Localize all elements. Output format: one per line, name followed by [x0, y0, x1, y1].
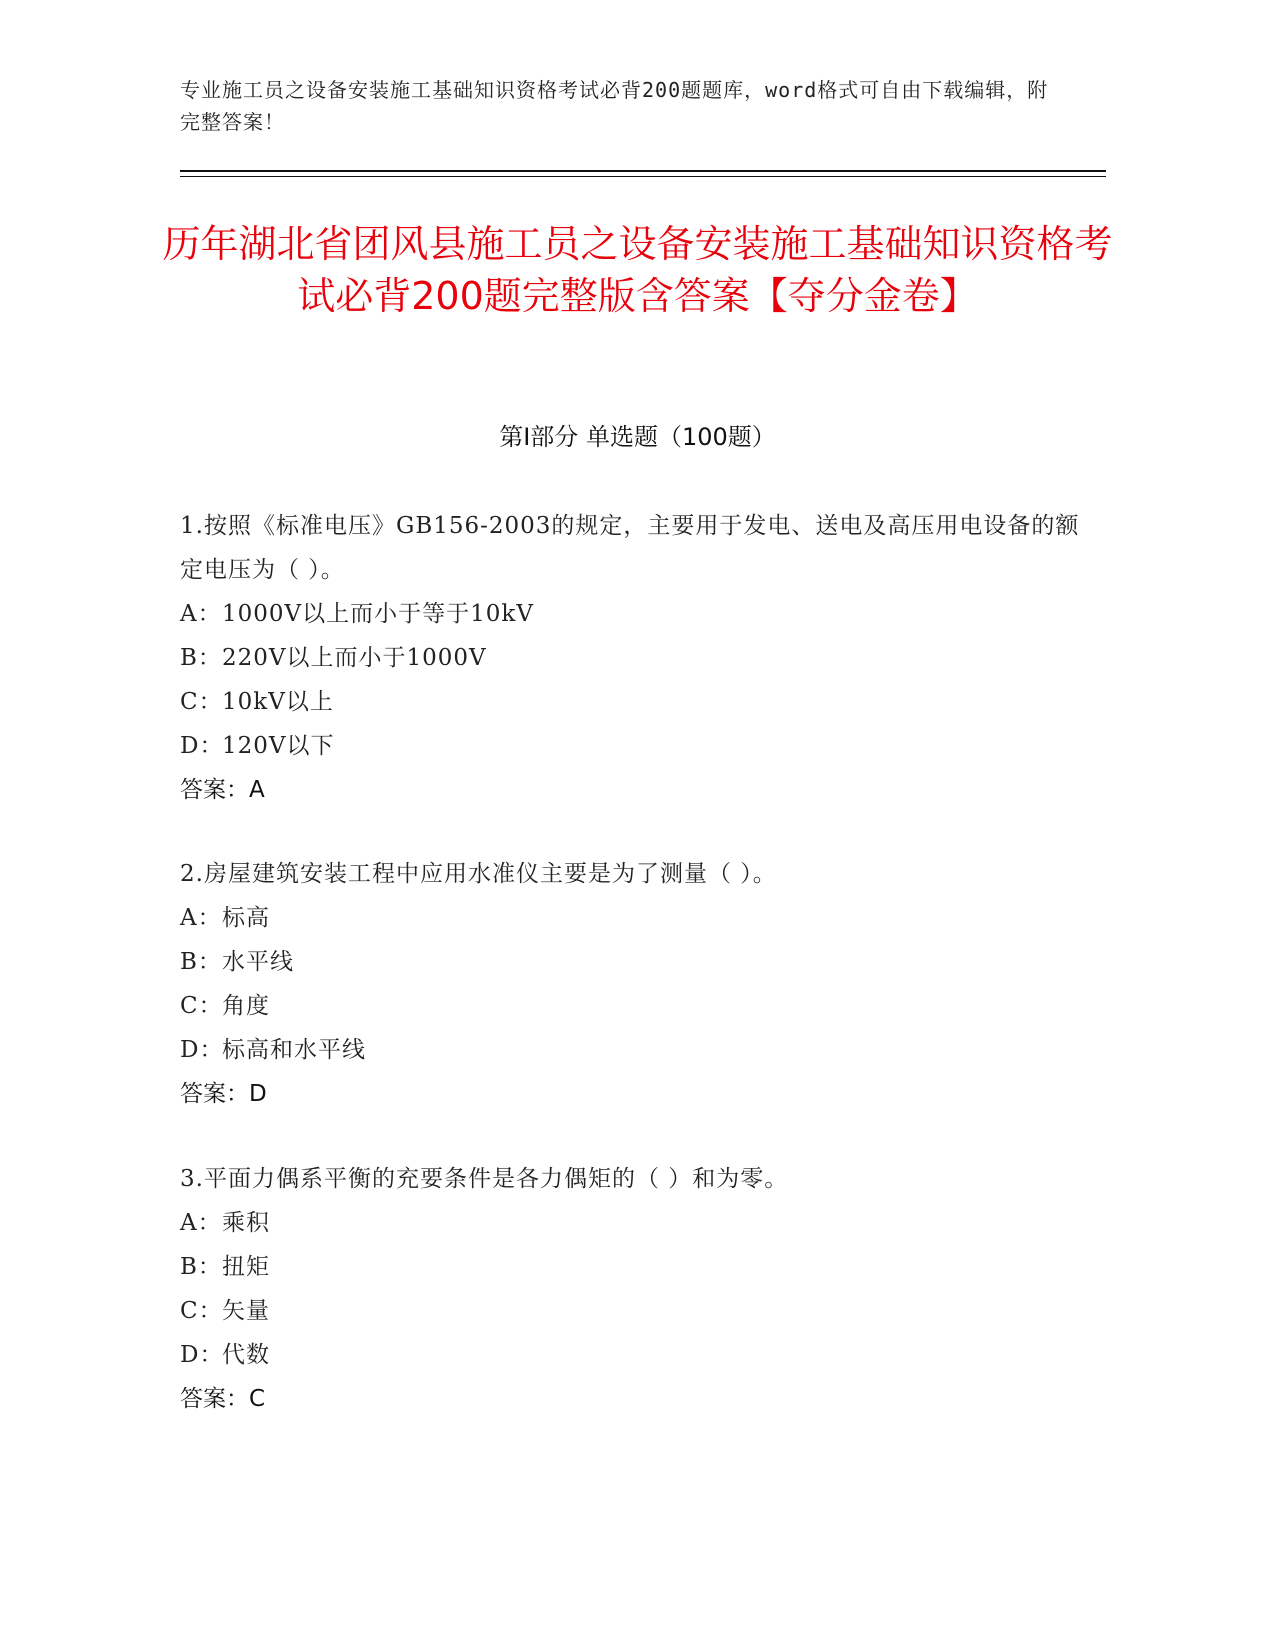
- question-stem: 2.房屋建筑安装工程中应用水准仪主要是为了测量（ ）。: [180, 861, 777, 887]
- question-stem: 1.按照《标准电压》GB156-2003的规定，主要用于发电、送电及高压用电设备的额定电压为（ ）。: [180, 513, 1080, 583]
- option-key: A：: [180, 601, 222, 627]
- option-b: [180, 940, 1080, 984]
- answer: 答案：C: [180, 1386, 266, 1412]
- option-text: 扭矩: [222, 1254, 270, 1280]
- question-3: [180, 1157, 1080, 1421]
- option-text: 矢量: [222, 1298, 270, 1324]
- option-text: 120V以下: [222, 733, 335, 759]
- section-title: 第Ⅰ部分 单选题（100题）: [499, 423, 776, 451]
- option-key: D：: [180, 733, 224, 759]
- option-text: 水平线: [222, 949, 294, 975]
- option-text: 标高: [222, 905, 270, 931]
- option-key: D：: [180, 1037, 224, 1063]
- option-a: [180, 896, 1080, 940]
- option-key: A：: [180, 905, 222, 931]
- option-text: 220V以上而小于1000V: [222, 645, 487, 671]
- option-text: 代数: [222, 1342, 270, 1368]
- option-a: [180, 1201, 1080, 1245]
- option-key: C：: [180, 1298, 223, 1324]
- option-key: B：: [180, 1254, 222, 1280]
- option-key: A：: [180, 1210, 222, 1236]
- option-c: [180, 680, 1080, 724]
- question-1: [180, 504, 1080, 812]
- option-text: 乘积: [222, 1210, 270, 1236]
- option-text: 1000V以上而小于等于10kV: [222, 601, 534, 627]
- option-text: 角度: [222, 993, 270, 1019]
- header-divider-thin: [180, 176, 1106, 177]
- option-key: C：: [180, 993, 223, 1019]
- option-d: [180, 724, 1080, 768]
- header-divider-thick: [180, 170, 1106, 172]
- option-b: [180, 636, 1080, 680]
- option-text: 标高和水平线: [222, 1037, 366, 1063]
- option-d: [180, 1333, 1080, 1377]
- option-c: [180, 1289, 1080, 1333]
- option-key: D：: [180, 1342, 224, 1368]
- document-title: 历年湖北省团风县施工员之设备安装施工基础知识资格考试必背200题完整版含答案【夺分金卷】: [162, 222, 1113, 318]
- option-d: [180, 1028, 1080, 1072]
- option-a: [180, 592, 1080, 636]
- header-note: 专业施工员之设备安装施工基础知识资格考试必背200题题库，word格式可自由下载编辑，附完整答案！: [180, 78, 1049, 134]
- answer: 答案：A: [180, 777, 265, 803]
- option-c: [180, 984, 1080, 1028]
- option-text: 10kV以上: [222, 689, 334, 715]
- option-key: B：: [180, 949, 222, 975]
- answer: 答案：D: [180, 1081, 267, 1107]
- question-stem: 3.平面力偶系平衡的充要条件是各力偶矩的（ ）和为零。: [180, 1166, 789, 1192]
- option-b: [180, 1245, 1080, 1289]
- question-2: [180, 852, 1080, 1116]
- option-key: C：: [180, 689, 223, 715]
- option-key: B：: [180, 645, 222, 671]
